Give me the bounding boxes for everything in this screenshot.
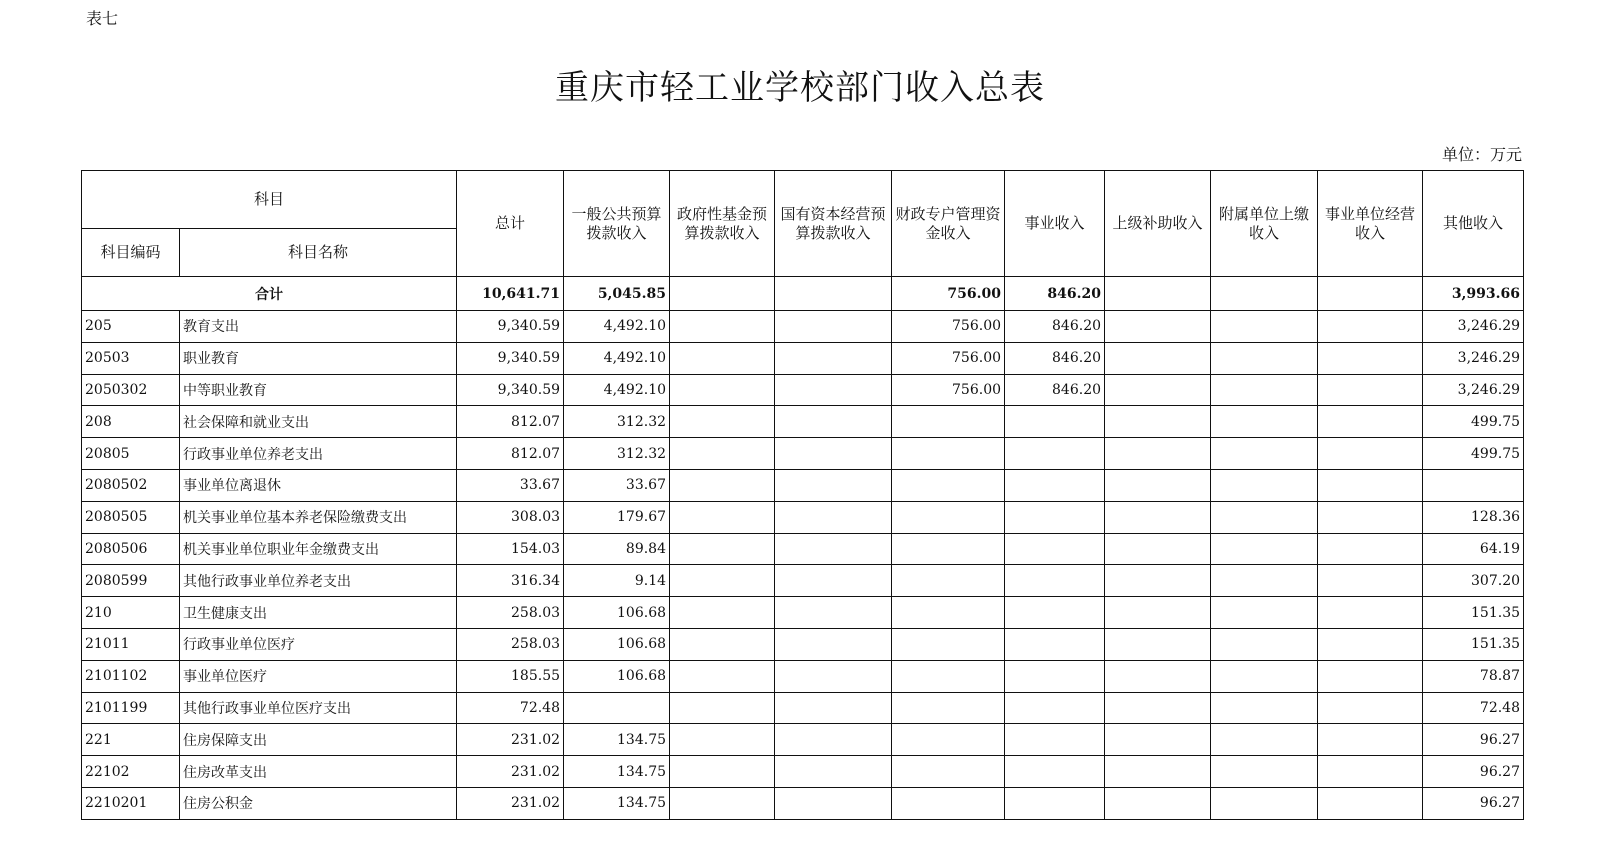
table-row xyxy=(82,565,1524,597)
cell-general-budget: 9.14 xyxy=(564,565,670,597)
cell-general-budget: 33.67 xyxy=(564,469,670,501)
cell-gov-fund xyxy=(670,692,775,724)
table-row xyxy=(82,469,1524,501)
cell-business-income xyxy=(1005,692,1105,724)
cell-affiliated-units xyxy=(1211,565,1318,597)
cell-state-capital xyxy=(775,660,892,692)
subject-code-cell: 2080599 xyxy=(82,565,180,597)
table-row xyxy=(82,342,1524,374)
cell-state-capital xyxy=(775,501,892,533)
subject-code-cell: 2080506 xyxy=(82,533,180,565)
cell-business-income xyxy=(1005,565,1105,597)
cell-affiliated-units xyxy=(1211,628,1318,660)
total-cell-state-capital xyxy=(775,277,892,311)
subject-code-cell: 20805 xyxy=(82,438,180,470)
cell-gov-fund xyxy=(670,533,775,565)
cell-gov-fund xyxy=(670,374,775,406)
cell-fiscal-special xyxy=(892,660,1005,692)
cell-superior-subsidy xyxy=(1105,692,1211,724)
subject-name-cell: 行政事业单位医疗 xyxy=(180,628,457,660)
cell-superior-subsidy xyxy=(1105,787,1211,819)
cell-other-income: 307.20 xyxy=(1423,565,1524,597)
total-cell-fiscal-special: 756.00 xyxy=(892,277,1005,311)
header-affiliated-units: 附属单位上缴收入 xyxy=(1211,171,1318,277)
cell-superior-subsidy xyxy=(1105,756,1211,788)
cell-total: 812.07 xyxy=(457,438,564,470)
cell-affiliated-units xyxy=(1211,692,1318,724)
total-row xyxy=(82,277,1524,311)
cell-business-income xyxy=(1005,787,1105,819)
cell-fiscal-special: 756.00 xyxy=(892,374,1005,406)
subject-name-cell: 中等职业教育 xyxy=(180,374,457,406)
table-row xyxy=(82,406,1524,438)
cell-business-income: 846.20 xyxy=(1005,374,1105,406)
cell-superior-subsidy xyxy=(1105,660,1211,692)
header-subject-name: 科目名称 xyxy=(180,229,457,277)
total-cell-business-income: 846.20 xyxy=(1005,277,1105,311)
cell-total: 316.34 xyxy=(457,565,564,597)
cell-gov-fund xyxy=(670,311,775,343)
page-title: 重庆市轻工业学校部门收入总表 xyxy=(555,68,1045,108)
table-label: 表七 xyxy=(86,9,119,28)
cell-state-capital xyxy=(775,787,892,819)
header-superior-subsidy: 上级补助收入 xyxy=(1105,171,1211,277)
cell-business-operation xyxy=(1318,533,1423,565)
cell-general-budget: 4,492.10 xyxy=(564,342,670,374)
cell-business-income xyxy=(1005,660,1105,692)
cell-total: 231.02 xyxy=(457,787,564,819)
cell-gov-fund xyxy=(670,406,775,438)
cell-total: 185.55 xyxy=(457,660,564,692)
cell-business-income xyxy=(1005,597,1105,629)
cell-general-budget: 89.84 xyxy=(564,533,670,565)
cell-superior-subsidy xyxy=(1105,597,1211,629)
cell-general-budget: 4,492.10 xyxy=(564,311,670,343)
cell-business-operation xyxy=(1318,660,1423,692)
header-total: 总计 xyxy=(457,171,564,277)
cell-state-capital xyxy=(775,374,892,406)
income-summary-table xyxy=(81,170,1524,820)
cell-state-capital xyxy=(775,597,892,629)
cell-general-budget: 106.68 xyxy=(564,660,670,692)
cell-other-income: 96.27 xyxy=(1423,787,1524,819)
table-row xyxy=(82,311,1524,343)
cell-business-operation xyxy=(1318,597,1423,629)
subject-name-cell: 卫生健康支出 xyxy=(180,597,457,629)
total-cell-total: 10,641.71 xyxy=(457,277,564,311)
cell-fiscal-special xyxy=(892,533,1005,565)
total-cell-business-operation xyxy=(1318,277,1423,311)
header-subject-code: 科目编码 xyxy=(82,229,180,277)
cell-affiliated-units xyxy=(1211,342,1318,374)
cell-fiscal-special xyxy=(892,565,1005,597)
cell-affiliated-units xyxy=(1211,469,1318,501)
cell-fiscal-special xyxy=(892,756,1005,788)
total-cell-general-budget: 5,045.85 xyxy=(564,277,670,311)
cell-business-operation xyxy=(1318,406,1423,438)
table-body xyxy=(82,277,1524,820)
subject-name-cell: 其他行政事业单位医疗支出 xyxy=(180,692,457,724)
cell-gov-fund xyxy=(670,342,775,374)
cell-state-capital xyxy=(775,469,892,501)
cell-superior-subsidy xyxy=(1105,406,1211,438)
cell-state-capital xyxy=(775,438,892,470)
table-row xyxy=(82,660,1524,692)
cell-gov-fund xyxy=(670,660,775,692)
table-row xyxy=(82,533,1524,565)
cell-total: 258.03 xyxy=(457,597,564,629)
cell-other-income: 128.36 xyxy=(1423,501,1524,533)
cell-business-operation xyxy=(1318,787,1423,819)
cell-superior-subsidy xyxy=(1105,565,1211,597)
cell-business-operation xyxy=(1318,501,1423,533)
header-gov-fund: 政府性基金预算拨款收入 xyxy=(670,171,775,277)
cell-business-operation xyxy=(1318,469,1423,501)
cell-general-budget: 312.32 xyxy=(564,406,670,438)
subject-name-cell: 教育支出 xyxy=(180,311,457,343)
cell-general-budget: 106.68 xyxy=(564,597,670,629)
cell-affiliated-units xyxy=(1211,438,1318,470)
cell-other-income: 499.75 xyxy=(1423,406,1524,438)
table-row xyxy=(82,787,1524,819)
header-fiscal-special: 财政专户管理资金收入 xyxy=(892,171,1005,277)
cell-business-operation xyxy=(1318,565,1423,597)
subject-name-cell: 事业单位离退休 xyxy=(180,469,457,501)
cell-affiliated-units xyxy=(1211,501,1318,533)
cell-state-capital xyxy=(775,311,892,343)
cell-business-income xyxy=(1005,533,1105,565)
cell-superior-subsidy xyxy=(1105,311,1211,343)
cell-total: 9,340.59 xyxy=(457,342,564,374)
header-state-capital: 国有资本经营预算拨款收入 xyxy=(775,171,892,277)
cell-business-operation xyxy=(1318,311,1423,343)
cell-total: 231.02 xyxy=(457,756,564,788)
cell-other-income: 3,246.29 xyxy=(1423,374,1524,406)
cell-affiliated-units xyxy=(1211,597,1318,629)
cell-affiliated-units xyxy=(1211,724,1318,756)
subject-code-cell: 2101199 xyxy=(82,692,180,724)
subject-code-cell: 210 xyxy=(82,597,180,629)
subject-code-cell: 21011 xyxy=(82,628,180,660)
header-general-budget: 一般公共预算拨款收入 xyxy=(564,171,670,277)
cell-total: 154.03 xyxy=(457,533,564,565)
table-row xyxy=(82,756,1524,788)
cell-business-income xyxy=(1005,628,1105,660)
total-cell-other-income: 3,993.66 xyxy=(1423,277,1524,311)
cell-business-income: 846.20 xyxy=(1005,311,1105,343)
subject-code-cell: 2050302 xyxy=(82,374,180,406)
table-row xyxy=(82,692,1524,724)
cell-fiscal-special xyxy=(892,469,1005,501)
cell-total: 308.03 xyxy=(457,501,564,533)
cell-general-budget: 134.75 xyxy=(564,756,670,788)
cell-state-capital xyxy=(775,565,892,597)
cell-other-income: 499.75 xyxy=(1423,438,1524,470)
cell-other-income: 96.27 xyxy=(1423,724,1524,756)
cell-general-budget: 4,492.10 xyxy=(564,374,670,406)
cell-gov-fund xyxy=(670,756,775,788)
cell-business-income xyxy=(1005,501,1105,533)
subject-code-cell: 2080502 xyxy=(82,469,180,501)
cell-fiscal-special xyxy=(892,438,1005,470)
subject-name-cell: 职业教育 xyxy=(180,342,457,374)
cell-gov-fund xyxy=(670,724,775,756)
cell-business-operation xyxy=(1318,438,1423,470)
cell-state-capital xyxy=(775,692,892,724)
subject-name-cell: 住房保障支出 xyxy=(180,724,457,756)
cell-general-budget xyxy=(564,692,670,724)
subject-name-cell: 住房公积金 xyxy=(180,787,457,819)
cell-business-operation xyxy=(1318,628,1423,660)
cell-other-income: 3,246.29 xyxy=(1423,342,1524,374)
cell-total: 231.02 xyxy=(457,724,564,756)
cell-state-capital xyxy=(775,533,892,565)
cell-state-capital xyxy=(775,628,892,660)
cell-affiliated-units xyxy=(1211,311,1318,343)
cell-other-income: 96.27 xyxy=(1423,756,1524,788)
cell-business-income xyxy=(1005,756,1105,788)
cell-gov-fund xyxy=(670,787,775,819)
cell-other-income: 151.35 xyxy=(1423,597,1524,629)
cell-affiliated-units xyxy=(1211,533,1318,565)
cell-fiscal-special xyxy=(892,787,1005,819)
cell-other-income: 72.48 xyxy=(1423,692,1524,724)
header-subject-group: 科目 xyxy=(82,171,457,229)
cell-superior-subsidy xyxy=(1105,724,1211,756)
table-row xyxy=(82,501,1524,533)
header-business-operation: 事业单位经营收入 xyxy=(1318,171,1423,277)
cell-other-income: 64.19 xyxy=(1423,533,1524,565)
table-row xyxy=(82,597,1524,629)
cell-fiscal-special xyxy=(892,628,1005,660)
cell-gov-fund xyxy=(670,501,775,533)
cell-superior-subsidy xyxy=(1105,342,1211,374)
cell-affiliated-units xyxy=(1211,660,1318,692)
cell-total: 33.67 xyxy=(457,469,564,501)
cell-superior-subsidy xyxy=(1105,533,1211,565)
subject-code-cell: 2080505 xyxy=(82,501,180,533)
cell-fiscal-special xyxy=(892,406,1005,438)
cell-business-operation xyxy=(1318,374,1423,406)
table-row xyxy=(82,724,1524,756)
total-label: 合计 xyxy=(82,277,457,311)
cell-business-income xyxy=(1005,469,1105,501)
header-business-income: 事业收入 xyxy=(1005,171,1105,277)
subject-name-cell: 事业单位医疗 xyxy=(180,660,457,692)
cell-fiscal-special: 756.00 xyxy=(892,311,1005,343)
cell-business-income xyxy=(1005,438,1105,470)
cell-business-income: 846.20 xyxy=(1005,342,1105,374)
cell-general-budget: 179.67 xyxy=(564,501,670,533)
cell-affiliated-units xyxy=(1211,374,1318,406)
cell-superior-subsidy xyxy=(1105,438,1211,470)
cell-gov-fund xyxy=(670,565,775,597)
cell-business-income xyxy=(1005,724,1105,756)
cell-total: 72.48 xyxy=(457,692,564,724)
cell-fiscal-special xyxy=(892,692,1005,724)
cell-business-operation xyxy=(1318,342,1423,374)
total-cell-gov-fund xyxy=(670,277,775,311)
header-other-income: 其他收入 xyxy=(1423,171,1524,277)
unit-note: 单位：万元 xyxy=(1441,145,1522,164)
cell-total: 9,340.59 xyxy=(457,374,564,406)
cell-state-capital xyxy=(775,756,892,788)
subject-name-cell: 其他行政事业单位养老支出 xyxy=(180,565,457,597)
cell-other-income: 78.87 xyxy=(1423,660,1524,692)
subject-name-cell: 社会保障和就业支出 xyxy=(180,406,457,438)
cell-general-budget: 134.75 xyxy=(564,787,670,819)
subject-name-cell: 行政事业单位养老支出 xyxy=(180,438,457,470)
subject-code-cell: 221 xyxy=(82,724,180,756)
table-row xyxy=(82,374,1524,406)
cell-state-capital xyxy=(775,342,892,374)
cell-gov-fund xyxy=(670,438,775,470)
subject-code-cell: 205 xyxy=(82,311,180,343)
total-cell-superior-subsidy xyxy=(1105,277,1211,311)
subject-code-cell: 208 xyxy=(82,406,180,438)
cell-gov-fund xyxy=(670,597,775,629)
cell-fiscal-special xyxy=(892,597,1005,629)
cell-business-income xyxy=(1005,406,1105,438)
cell-fiscal-special xyxy=(892,724,1005,756)
total-cell-affiliated-units xyxy=(1211,277,1318,311)
cell-total: 9,340.59 xyxy=(457,311,564,343)
cell-gov-fund xyxy=(670,628,775,660)
cell-general-budget: 134.75 xyxy=(564,724,670,756)
cell-other-income: 151.35 xyxy=(1423,628,1524,660)
cell-fiscal-special: 756.00 xyxy=(892,342,1005,374)
cell-business-operation xyxy=(1318,756,1423,788)
cell-affiliated-units xyxy=(1211,756,1318,788)
subject-code-cell: 2101102 xyxy=(82,660,180,692)
cell-total: 258.03 xyxy=(457,628,564,660)
cell-superior-subsidy xyxy=(1105,628,1211,660)
cell-fiscal-special xyxy=(892,501,1005,533)
cell-total: 812.07 xyxy=(457,406,564,438)
subject-name-cell: 住房改革支出 xyxy=(180,756,457,788)
table-row xyxy=(82,438,1524,470)
cell-business-operation xyxy=(1318,724,1423,756)
subject-code-cell: 2210201 xyxy=(82,787,180,819)
cell-other-income: 3,246.29 xyxy=(1423,311,1524,343)
cell-affiliated-units xyxy=(1211,406,1318,438)
subject-code-cell: 20503 xyxy=(82,342,180,374)
cell-general-budget: 106.68 xyxy=(564,628,670,660)
cell-superior-subsidy xyxy=(1105,374,1211,406)
cell-state-capital xyxy=(775,406,892,438)
cell-other-income xyxy=(1423,469,1524,501)
subject-code-cell: 22102 xyxy=(82,756,180,788)
cell-superior-subsidy xyxy=(1105,501,1211,533)
subject-name-cell: 机关事业单位职业年金缴费支出 xyxy=(180,533,457,565)
cell-affiliated-units xyxy=(1211,787,1318,819)
subject-name-cell: 机关事业单位基本养老保险缴费支出 xyxy=(180,501,457,533)
cell-general-budget: 312.32 xyxy=(564,438,670,470)
cell-gov-fund xyxy=(670,469,775,501)
cell-superior-subsidy xyxy=(1105,469,1211,501)
cell-state-capital xyxy=(775,724,892,756)
cell-business-operation xyxy=(1318,692,1423,724)
table-row xyxy=(82,628,1524,660)
